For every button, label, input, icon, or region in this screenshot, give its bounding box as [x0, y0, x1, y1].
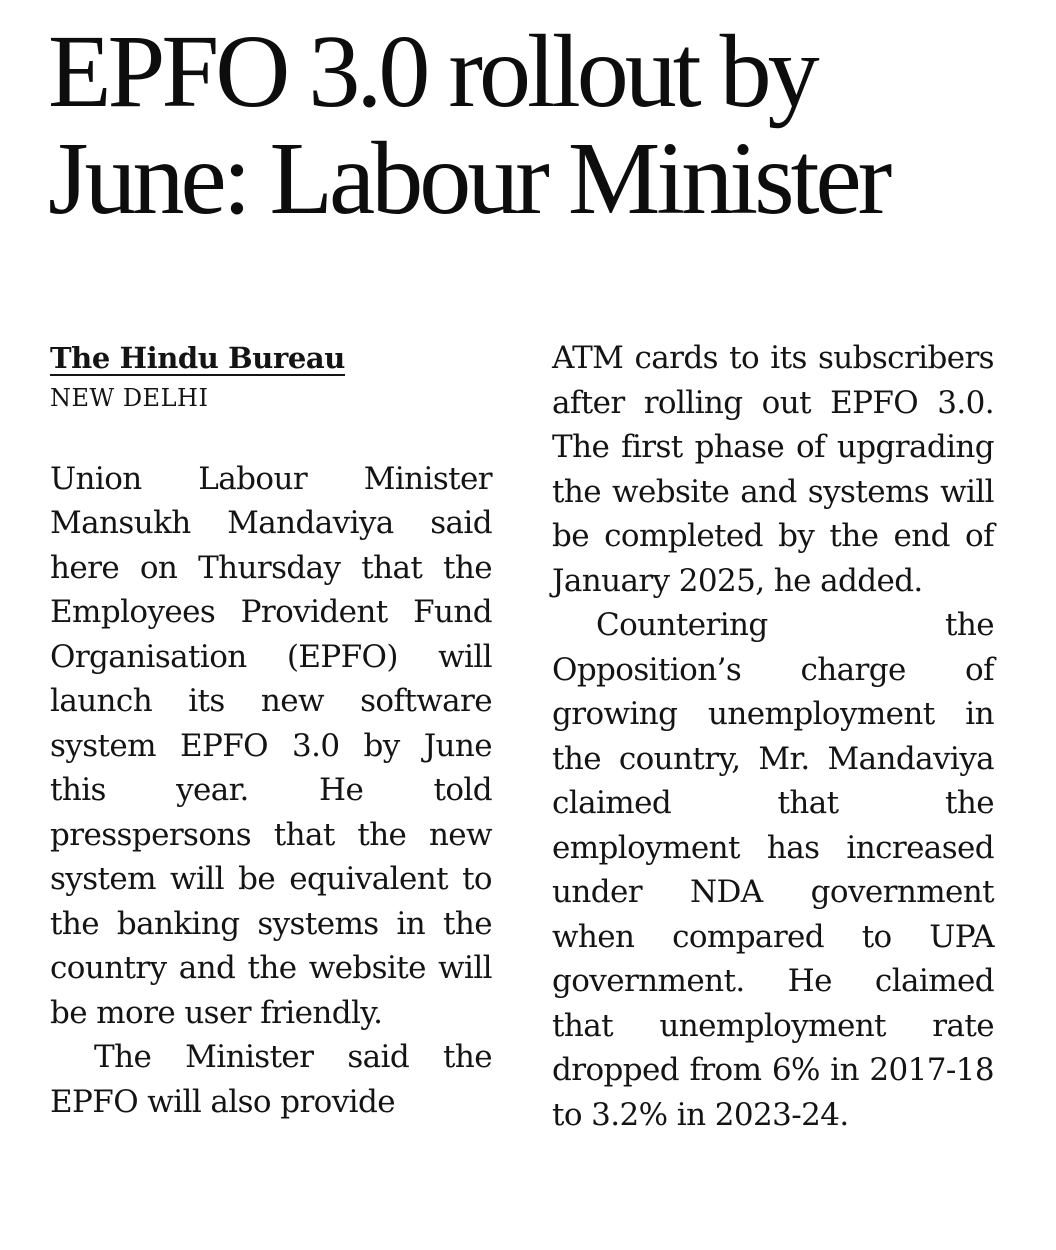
paragraph-2-continued: ATM cards to its subscribers after rolling out EPFO 3.0. The first phase of upgrading the website and systems will be completed by the end of January 2025, he added. [552, 340, 994, 599]
dateline: NEW DELHI [50, 383, 209, 412]
paragraph-1: Union Labour Minister Mansukh Mandaviya said here on Thursday that the Employees Provident Fund Organisation (EPFO) will launch its new software system EPFO 3.0 by June this year. He told presspersons that the new system will be equivalent to the banking systems in the country and the website will be more user friendly. [50, 460, 492, 1031]
article-column-left [50, 336, 492, 1124]
headline-line-2: June: Labour Minister [48, 121, 889, 236]
article-column-right [552, 336, 994, 1137]
byline: The Hindu Bureau [50, 341, 345, 375]
headline-line-1: EPFO 3.0 rollout by [48, 14, 816, 129]
headline [48, 14, 1028, 236]
paragraph-2-start: The Minister said the EPFO will also provide [50, 1039, 492, 1120]
paragraph-3: Countering the Opposition’s charge of growing unemployment in the country, Mr. Mandaviya claimed that the employment has increased under NDA government when compared to UPA government. He claimed that unemployment rate dropped from 6% in 2017-18 to 3.2% in 2023-24. [552, 607, 994, 1133]
